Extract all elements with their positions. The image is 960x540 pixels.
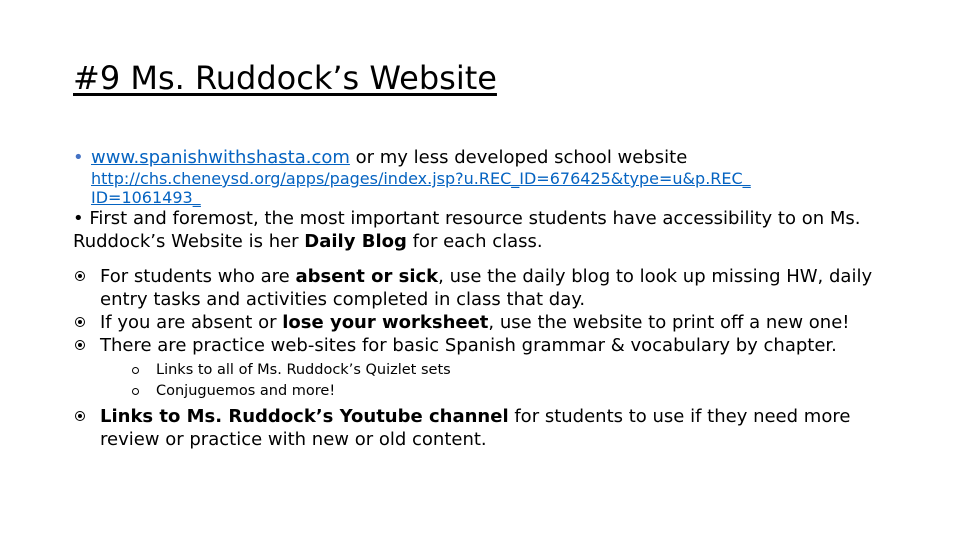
sublist-item-conjuguemos [132,381,903,402]
bullet-marker: • [73,147,84,168]
bullet-icon [75,271,85,281]
intro-text: or my less developed school website [349,147,688,168]
circle-bullet-icon [132,388,139,395]
daily-blog-bold: Daily Blog [304,231,407,252]
item-text: If you are absent or [100,312,283,333]
item-bold: absent or sick [295,266,439,287]
bullet-icon [75,317,85,327]
daily-blog-text-2: for each class. [406,231,543,252]
list-item-lost-worksheet [73,311,903,334]
daily-blog-text-1: First and foremost, the most important resource students have accessibility to on Ms. Ruddock’s Website is her [73,208,861,252]
circle-bullet-icon [132,367,139,374]
list-item-practice-sites [73,334,903,402]
resource-list [73,265,903,451]
item-text: , use the website to print off a new one! [488,312,850,333]
school-website-link-line2[interactable]: ID=1061493_ [91,188,201,207]
bullet-marker: • [73,208,84,229]
intro-bullet-websites [73,146,903,207]
subitem-text: Links to all of Ms. Ruddock’s Quizlet sets [156,362,451,378]
item-bold: Links to Ms. Ruddock’s Youtube channel [100,406,509,427]
item-bold: lose your worksheet [282,312,489,333]
item-text: For students who are [100,266,296,287]
intro-bullet-daily-blog [73,207,903,253]
slide-body [73,146,903,451]
bullet-icon [75,340,85,350]
sublist-item-quizlet [132,360,903,381]
item-text: There are practice web-sites for basic Spanish grammar & vocabulary by chapter. [100,335,837,356]
list-item-youtube [73,405,903,451]
list-item-absent-sick [73,265,903,311]
slide-title: #9 Ms. Ruddock’s Website [73,59,497,97]
practice-sublist [100,360,903,402]
spanishwithshasta-link[interactable]: www.spanishwithshasta.com [91,147,350,168]
school-website-link-line1[interactable]: http://chs.cheneysd.org/apps/pages/index.jsp?u.REC_ID=676425&type=u&p.REC_ [91,169,751,188]
bullet-icon [75,411,85,421]
subitem-text: Conjuguemos and more! [156,383,336,399]
item-text: , use the daily blog to look up missing HW, daily entry tasks and activities completed in class that day. [100,266,873,310]
item-text: for students to use if they need more review or practice with new or old content. [100,406,851,450]
